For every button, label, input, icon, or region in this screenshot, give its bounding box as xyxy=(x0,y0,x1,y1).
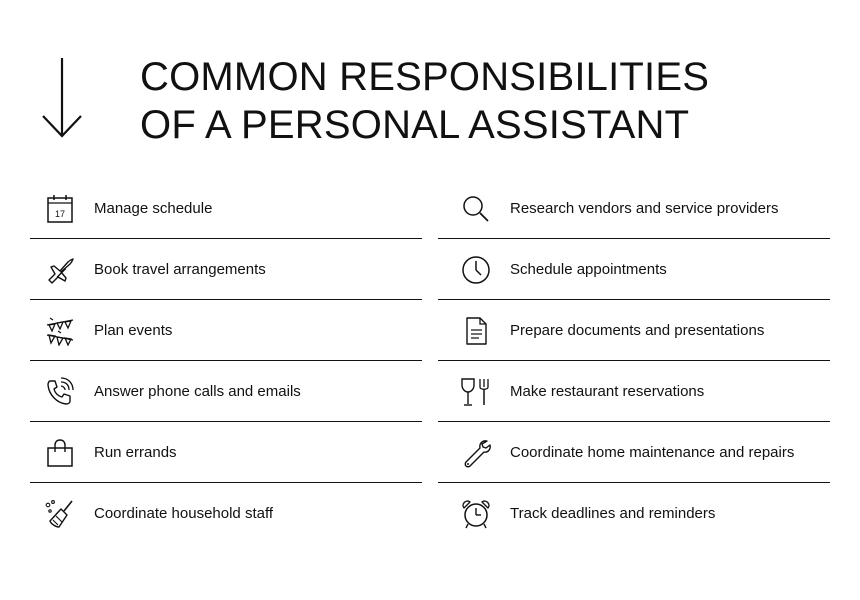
list-item xyxy=(30,300,422,361)
item-label: Coordinate household staff xyxy=(94,505,274,522)
list-item xyxy=(30,361,422,422)
document-icon xyxy=(460,316,492,346)
phone-icon xyxy=(44,377,76,407)
left-responsibilities-list xyxy=(30,178,422,544)
list-item xyxy=(438,239,830,300)
down-arrow-icon xyxy=(40,56,84,140)
item-label: Run errands xyxy=(94,444,177,461)
broom-icon xyxy=(44,499,76,529)
shopping-bag-icon xyxy=(44,438,76,468)
airplane-icon xyxy=(44,255,76,285)
item-label: Schedule appointments xyxy=(510,261,667,278)
list-item xyxy=(438,361,830,422)
item-label: Prepare documents and presentations xyxy=(510,322,765,339)
list-item xyxy=(30,422,422,483)
glass-fork-icon xyxy=(460,377,492,407)
item-label: Coordinate home maintenance and repairs xyxy=(510,444,795,461)
page-title xyxy=(140,53,709,149)
calendar-icon xyxy=(44,194,76,224)
item-label: Plan events xyxy=(94,322,173,339)
right-responsibilities-list xyxy=(438,178,830,544)
list-item xyxy=(30,178,422,239)
party-flags-icon xyxy=(44,316,76,346)
title-line-1: COMMON RESPONSIBILITIES xyxy=(140,55,710,99)
item-label: Research vendors and service providers xyxy=(510,200,779,217)
item-label: Manage schedule xyxy=(94,200,213,217)
wrench-icon xyxy=(460,438,492,468)
search-icon xyxy=(460,194,492,224)
list-item xyxy=(438,178,830,239)
list-item xyxy=(30,239,422,300)
list-item xyxy=(438,300,830,361)
item-label: Track deadlines and reminders xyxy=(510,505,716,522)
item-label: Answer phone calls and emails xyxy=(94,383,301,400)
item-label: Book travel arrangements xyxy=(94,261,266,278)
alarm-clock-icon xyxy=(460,499,492,529)
list-item xyxy=(438,483,830,544)
list-item xyxy=(438,422,830,483)
clock-icon xyxy=(460,255,492,285)
title-line-2: OF A PERSONAL ASSISTANT xyxy=(140,103,690,147)
item-label: Make restaurant reservations xyxy=(510,383,705,400)
calendar-day-number: 17 xyxy=(54,209,66,219)
list-item xyxy=(30,483,422,544)
